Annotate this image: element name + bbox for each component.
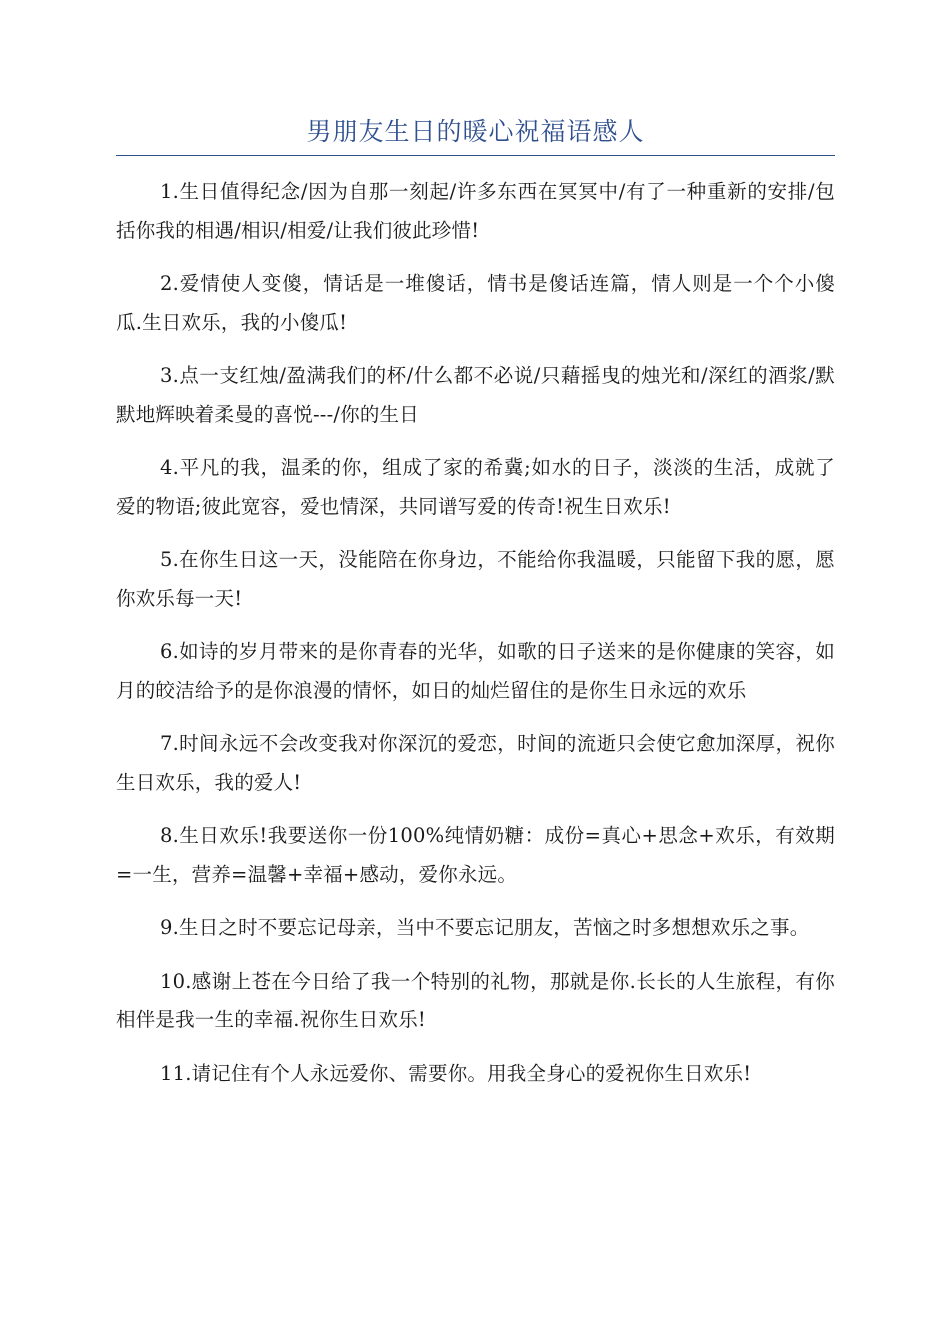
- blessing-paragraph-2: 2.爱情使人变傻，情话是一堆傻话，情书是傻话连篇，情人则是一个个小傻瓜.生日欢乐，我的小傻瓜!: [116, 272, 835, 334]
- blessing-paragraph-11: 11.请记住有个人永远爱你、需要你。用我全身心的爱祝你生日欢乐!: [160, 1061, 752, 1085]
- title-block: [116, 112, 835, 156]
- blessing-paragraph-8: 8.生日欢乐!我要送你一份100%纯情奶糖：成份=真心+思念+欢乐，有效期=一生，营养=温馨+幸福+感动，爱你永远。: [116, 824, 835, 886]
- document-body: [116, 173, 835, 1108]
- blessing-paragraph-1: 1.生日值得纪念/因为自那一刻起/许多东西在冥冥中/有了一种重新的安排/包括你我的相遇/相识/相爱/让我们彼此珍惜!: [116, 180, 835, 242]
- page-title: 男朋友生日的暖心祝福语感人: [306, 117, 645, 146]
- blessing-paragraph-5: 5.在你生日这一天，没能陪在你身边，不能给你我温暖，只能留下我的愿，愿你欢乐每一天!: [116, 548, 835, 610]
- blessing-paragraph-7: 7.时间永远不会改变我对你深沉的爱恋，时间的流逝只会使它愈加深厚，祝你生日欢乐，我的爱人!: [116, 732, 835, 794]
- blessing-paragraph-4: 4.平凡的我，温柔的你，组成了家的希冀;如水的日子，淡淡的生活，成就了爱的物语;彼此宽容，爱也情深，共同谱写爱的传奇!祝生日欢乐!: [116, 456, 835, 518]
- blessing-paragraph-10: 10.感谢上苍在今日给了我一个特别的礼物，那就是你.长长的人生旅程，有你相伴是我一生的幸福.祝你生日欢乐!: [116, 969, 835, 1031]
- blessing-paragraph-9: 9.生日之时不要忘记母亲，当中不要忘记朋友，苦恼之时多想想欢乐之事。: [160, 916, 810, 939]
- blessing-paragraph-6: 6.如诗的岁月带来的是你青春的光华，如歌的日子送来的是你健康的笑容，如月的皎洁给予的是你浪漫的情怀，如日的灿烂留住的是你生日永远的欢乐: [116, 640, 835, 702]
- blessing-paragraph-3: 3.点一支红烛/盈满我们的杯/什么都不必说/只藉摇曳的烛光和/深红的酒浆/默默地辉映着柔曼的喜悦---/你的生日: [116, 364, 835, 426]
